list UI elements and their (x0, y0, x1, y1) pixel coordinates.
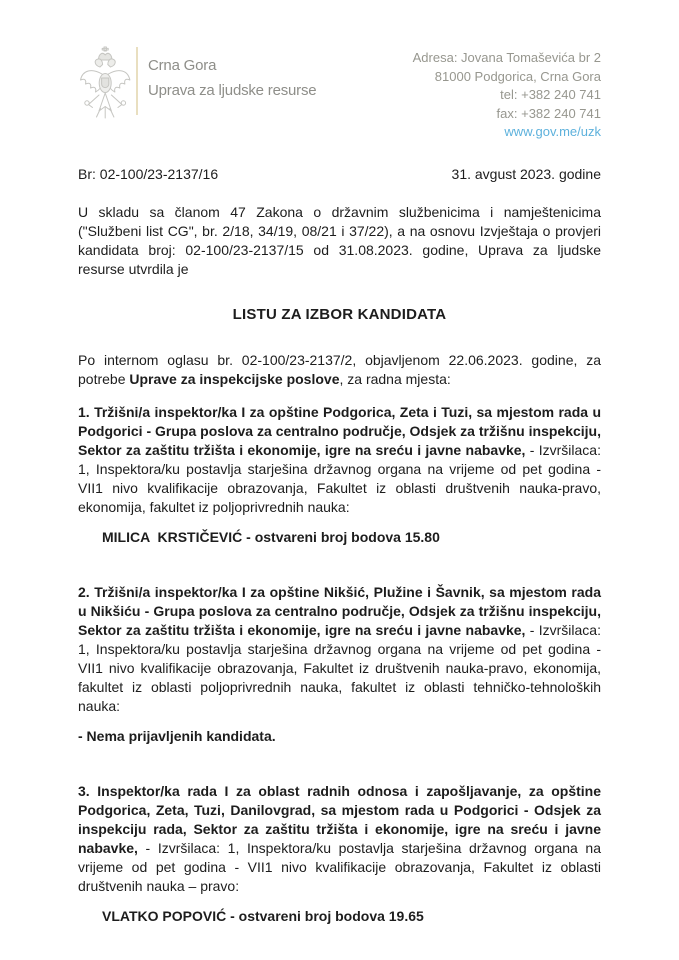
announcement-org-bold: Uprave za inspekcijske poslove (129, 370, 340, 387)
address-fax: fax: +382 240 741 (496, 105, 601, 121)
document-date: 31. avgust 2023. godine (451, 165, 601, 182)
letterhead (78, 45, 601, 142)
address-street: Adresa: Jovana Tomaševića br 2 (412, 50, 601, 65)
org-country: Crna Gora (148, 57, 217, 74)
position-1-description (78, 403, 601, 517)
position-section-3 (78, 782, 601, 926)
address-city: 81000 Podgorica, Crna Gora (434, 68, 601, 84)
reference-number: Br: 02-100/23-2137/16 (78, 165, 219, 182)
announcement-post-text: , za radna mjesta: (339, 370, 451, 387)
intro-paragraph: U skladu sa članom 47 Zakona o državnim službenicima i namještenicima ("Službeni list CG", br. 2/18, 34/19, 08/21 i 37/22), a na osnovu Izvještaja o provjeri kandidata broj: 02-100/23-2137/15 od 31.08.2023. godine, Uprava za ljudske resurse utvrdila je (78, 203, 601, 277)
position-section-2 (78, 583, 601, 746)
position-1-candidate-result: MILICA KRSTIČEVIĆ - ostvareni broj bodova 15.80 (102, 528, 440, 545)
position-2-description (78, 583, 601, 716)
position-3-title-bold: 3. Inspektor/ka rada I za oblast radnih odnosa i zapošljavanje, za opštine Podgorica, Zeta, Tuzi, Danilovgrad, sa mjestom rada u Podgorici - Odsjek za inspekciju rada, Sektor za zaštitu tržišta i ekonomije, igre na sreću i javne nabavke, (78, 782, 601, 856)
announcement-pre-text: Po internom oglasu br. 02-100/23-2137/2, objavljenom 22.06.2023. godine, za potrebe (78, 351, 601, 387)
position-section-1 (78, 403, 601, 547)
reference-row (78, 165, 601, 184)
brand-block (78, 45, 316, 127)
address-tel: tel: +382 240 741 (500, 87, 601, 102)
position-3-candidate-result: VLATKO POPOVIĆ - ostvareni broj bodova 19.65 (102, 907, 424, 924)
document-title: LISTU ZA IZBOR KANDIDATA (232, 305, 447, 323)
position-3-details: - Izvršilaca: 1, Inspektora/ku postavlja starješina državnog organa na vrijeme od pet godina - VII1 nivo kvalifikacije obrazovanja, Fakultet iz oblasti društvenih nauka – pravo: (78, 839, 601, 894)
position-1-title-bold: 1. Tržišni/a inspektor/ka I za opštine Podgorica, Zeta i Tuzi, sa mjestom rada u Podgorici - Grupa poslova za centralno područje, Odsjek za tržišnu inspekciju, Sektor za zaštitu tržišta i ekonomije, igre na sreću i javne nabavke, (78, 403, 601, 458)
montenegro-coat-of-arms-icon (78, 45, 132, 127)
org-department: Uprava za ljudske resurse (148, 82, 317, 99)
announcement-paragraph (78, 351, 601, 389)
position-1-details: - Izvršilaca: 1, Inspektora/ku postavlja starješina državnog organa na vrijeme od pet godina - VII1 nivo kvalifikacije obrazovanja, Fakultet iz oblasti društvenih nauka-pravo, ekonomija, fakultet iz poljoprivrednih nauka: (78, 441, 601, 515)
position-2-candidate-result: - Nema prijavljenih kandidata. (78, 727, 276, 744)
address-block (413, 45, 601, 142)
position-2-details: - Izvršilaca: 1, Inspektora/ku postavlja starješina državnog organa na vrijeme od pet godina - VII1 nivo kvalifikacije obrazovanja, Fakultet iz društvenih nauka-pravo, ekonomija, fakultet iz oblasti poljoprivrednih nauka, fakultet iz oblasti tehničko-tehnoloških nauka: (78, 621, 601, 714)
position-2-title-bold: 2. Tržišni/a inspektor/ka I za opštine Nikšić, Plužine i Šavnik, sa mjestom rada u Nikšiću - Grupa poslova za centralno područje, Odsjek za tržišnu inspekciju, Sektor za zaštitu tržišta i ekonomije, igre na sreću i javne nabavke, (78, 583, 601, 638)
gold-divider-line (136, 47, 138, 115)
position-3-description (78, 782, 601, 896)
website-link[interactable]: www.gov.me/uzk (504, 124, 601, 139)
org-name-block (148, 45, 316, 103)
